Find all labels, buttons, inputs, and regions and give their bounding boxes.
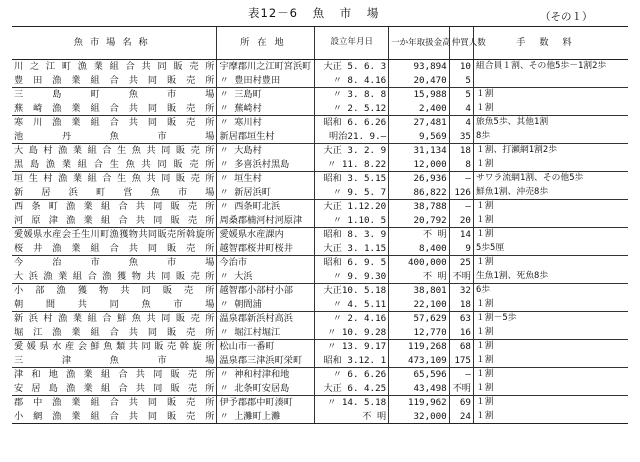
- cell-established: 大正 6. 4.25: [315, 382, 389, 396]
- cell-fee: [473, 74, 628, 88]
- cell-amount: 38,801: [389, 284, 450, 298]
- table-row: [12, 172, 628, 186]
- cell-established: 大正 3. 2. 9: [315, 144, 389, 158]
- header-row: [12, 27, 628, 60]
- cell-name: 三島町魚市場: [14, 89, 215, 100]
- table-row: [12, 340, 628, 354]
- column-header-established: 設立年月日: [315, 27, 389, 60]
- table-row: [12, 242, 628, 256]
- cell-fee: 旅魚5歩、其他1割: [473, 116, 628, 130]
- cell-brokers: 25: [449, 256, 473, 270]
- cell-name: 愛媛県水産会鮮魚類共同販売斡旋所: [14, 341, 215, 352]
- cell-established: 明治21. 9.—: [315, 130, 389, 144]
- cell-location: 〃 大浜: [217, 270, 315, 284]
- cell-name: 河原津漁業組合共同販売所: [12, 214, 217, 228]
- title-number: 表12－6: [248, 6, 298, 20]
- cell-fee: １割: [473, 340, 628, 354]
- cell-name: 豊田漁業組合共同販売所: [12, 74, 217, 88]
- cell-amount: 12,770: [389, 326, 450, 340]
- cell-fee: 鮮魚1割、沖売8歩: [473, 186, 628, 200]
- cell-location: 宇摩郡川之江町宮浜町: [217, 60, 315, 74]
- cell-amount: 不 明: [389, 228, 450, 242]
- cell-established: 大正 5. 6. 3: [315, 60, 389, 74]
- cell-fee: １割: [473, 158, 628, 172]
- cell-brokers: 69: [449, 396, 473, 410]
- cell-name: 小網漁業組合共同販売所: [12, 410, 217, 424]
- cell-name: 川之江町漁業組合共同販売所: [14, 61, 215, 72]
- cell-amount: 20,470: [389, 74, 450, 88]
- column-header-name: 魚市場名称: [12, 27, 217, 60]
- table-body: [12, 60, 628, 424]
- table-row: [12, 298, 628, 312]
- table-row: [12, 116, 628, 130]
- cell-brokers: —: [449, 200, 473, 214]
- cell-name: 寒川漁業組合共同販売所: [14, 117, 215, 128]
- table-row: [12, 102, 628, 116]
- cell-amount: 86,822: [389, 186, 450, 200]
- cell-established: 〃 10. 9.28: [315, 326, 389, 340]
- cell-brokers: 不明: [449, 382, 473, 396]
- cell-fee: 生魚1割、死魚8歩: [473, 270, 628, 284]
- cell-brokers: 14: [449, 228, 473, 242]
- cell-brokers: —: [449, 368, 473, 382]
- cell-brokers: 175: [449, 354, 473, 368]
- cell-established: 〃 4. 5.11: [315, 298, 389, 312]
- cell-established: 〃 3. 8. 8: [315, 88, 389, 102]
- cell-brokers: 126: [449, 186, 473, 200]
- cell-name: 郡中漁業組合共同販売所: [14, 397, 215, 408]
- cell-established: 昭和 3.12. 1: [315, 354, 389, 368]
- cell-amount: 不 明: [389, 270, 450, 284]
- table-row: [12, 354, 628, 368]
- cell-name: 津和地漁業組合共同販売所: [14, 369, 215, 380]
- cell-name: 蕪崎漁業組合共同販売所: [12, 102, 217, 116]
- table-row: [12, 60, 628, 74]
- cell-established: 昭和 6. 9. 5: [315, 256, 389, 270]
- title-char-2: 市: [339, 6, 353, 20]
- table-row: [12, 130, 628, 144]
- cell-name: 朝間共同魚市場: [12, 298, 217, 312]
- cell-fee: １割: [473, 298, 628, 312]
- cell-amount: 38,788: [389, 200, 450, 214]
- cell-fee: 5歩5厘: [473, 242, 628, 256]
- cell-name: 安居島漁業組合共同販売所: [12, 382, 217, 396]
- cell-name: 新居浜町営魚市場: [12, 186, 217, 200]
- cell-amount: 2,400: [389, 102, 450, 116]
- cell-fee: １割: [473, 102, 628, 116]
- cell-brokers: 63: [449, 312, 473, 326]
- cell-established: 〃 8. 4.16: [315, 74, 389, 88]
- cell-amount: 9,569: [389, 130, 450, 144]
- cell-brokers: 8: [449, 158, 473, 172]
- cell-name: 垣生村漁業組合生魚共同販売所: [14, 173, 215, 184]
- fish-market-table: [12, 26, 628, 424]
- table-title: [248, 5, 379, 21]
- cell-location: 〃 三島町: [217, 88, 315, 102]
- cell-location: 〃 蕪崎村: [217, 102, 315, 116]
- table-row: [12, 396, 628, 410]
- cell-amount: 57,629: [389, 312, 450, 326]
- cell-established: 〃 2. 5.12: [315, 102, 389, 116]
- cell-location: 〃 神和村津和地: [217, 368, 315, 382]
- cell-fee: １割: [473, 256, 628, 270]
- cell-amount: 8,400: [389, 242, 450, 256]
- table-row: [12, 158, 628, 172]
- cell-location: 〃 大島村: [217, 144, 315, 158]
- cell-fee: １割: [473, 88, 628, 102]
- cell-fee: 組合員１割、その他5歩－1割2歩: [473, 60, 628, 74]
- cell-amount: 473,109: [389, 354, 450, 368]
- cell-amount: 26,936: [389, 172, 450, 186]
- table-row: [12, 382, 628, 396]
- cell-brokers: 16: [449, 326, 473, 340]
- cell-brokers: 4: [449, 116, 473, 130]
- table-row: [12, 74, 628, 88]
- cell-established: 大正 1.12.20: [315, 200, 389, 214]
- cell-location: 越智郡小部村小部: [217, 284, 315, 298]
- cell-location: 〃 北条町安居島: [217, 382, 315, 396]
- cell-location: 今治市: [217, 256, 315, 270]
- cell-location: 温泉郡三津浜町栄町: [217, 354, 315, 368]
- table-row: [12, 200, 628, 214]
- cell-brokers: 不明: [449, 270, 473, 284]
- cell-name: 黒島漁業組合生魚共同販売所: [12, 158, 217, 172]
- table-row: [12, 186, 628, 200]
- cell-established: 大正10. 5.18: [315, 284, 389, 298]
- cell-brokers: 5: [449, 88, 473, 102]
- cell-fee: 6歩: [473, 284, 628, 298]
- cell-brokers: 4: [449, 102, 473, 116]
- cell-amount: 22,100: [389, 298, 450, 312]
- cell-location: 〃 垣生村: [217, 172, 315, 186]
- cell-location: 周桑郡楠河村河原津: [217, 214, 315, 228]
- cell-established: 〃 2. 4.16: [315, 312, 389, 326]
- cell-amount: 119,962: [389, 396, 450, 410]
- column-header-location: 所在地: [217, 27, 315, 60]
- cell-amount: 20,792: [389, 214, 450, 228]
- cell-location: 〃 上灘町上灘: [217, 410, 315, 424]
- cell-name: 大島村漁業組合生魚共同販売所: [14, 145, 215, 156]
- cell-fee: １割: [473, 214, 628, 228]
- cell-fee: サワラ流網1割、その他5歩: [473, 172, 628, 186]
- cell-amount: 31,134: [389, 144, 450, 158]
- cell-established: 〃 9. 5. 7: [315, 186, 389, 200]
- cell-location: 伊予郡郡中町湊町: [217, 396, 315, 410]
- cell-brokers: 20: [449, 214, 473, 228]
- cell-location: 〃 多喜浜村黒島: [217, 158, 315, 172]
- cell-location: 〃 西条町北浜: [217, 200, 315, 214]
- cell-amount: 119,268: [389, 340, 450, 354]
- cell-brokers: 18: [449, 298, 473, 312]
- table-row: [12, 228, 628, 242]
- cell-location: 温泉郡新浜村高浜: [217, 312, 315, 326]
- cell-amount: 43,498: [389, 382, 450, 396]
- cell-name: 西条町漁業組合共同販売所: [14, 201, 215, 212]
- title-char-3: 場: [366, 6, 380, 20]
- cell-fee: １割: [473, 354, 628, 368]
- table-row: [12, 88, 628, 102]
- cell-fee: １割、打瀬網1割2歩: [473, 144, 628, 158]
- table-row: [12, 368, 628, 382]
- cell-location: 〃 朝間浦: [217, 298, 315, 312]
- cell-name: 小部漁獲物共同販売所: [14, 285, 215, 296]
- cell-name: 大浜漁業組合漁獲物共同販売所: [12, 270, 217, 284]
- column-header-brokers: 仲買人数: [449, 27, 473, 60]
- table-row: [12, 312, 628, 326]
- cell-location: 越智郡桜井町桜井: [217, 242, 315, 256]
- table-row: [12, 214, 628, 228]
- cell-amount: 15,988: [389, 88, 450, 102]
- cell-brokers: —: [449, 172, 473, 186]
- cell-fee: １割: [473, 228, 628, 242]
- cell-name: 三津魚市場: [12, 354, 217, 368]
- cell-location: 〃 寒川村: [217, 116, 315, 130]
- cell-amount: 32,000: [389, 410, 450, 424]
- cell-amount: 93,894: [389, 60, 450, 74]
- table-row: [12, 144, 628, 158]
- table-row: [12, 326, 628, 340]
- cell-location: 愛媛県水産課内: [217, 228, 315, 242]
- cell-location: 新居郡垣生村: [217, 130, 315, 144]
- cell-established: 昭和 6. 6.26: [315, 116, 389, 130]
- cell-fee: １割: [473, 410, 628, 424]
- table-row: [12, 270, 628, 284]
- cell-established: 〃 13. 9.17: [315, 340, 389, 354]
- title-char-1: 魚: [312, 6, 326, 20]
- cell-fee: 8歩: [473, 130, 628, 144]
- cell-name: 今治市魚市場: [14, 257, 215, 268]
- cell-amount: 400,000: [389, 256, 450, 270]
- cell-amount: 12,000: [389, 158, 450, 172]
- cell-fee: １割－5歩: [473, 312, 628, 326]
- cell-established: 〃 1.10. 5: [315, 214, 389, 228]
- column-header-fee: 手数料: [473, 27, 628, 60]
- cell-name: 愛媛県水産会壬生川町漁獲物共同販売所斡旋所: [14, 229, 215, 240]
- column-header-amount: 一か年取扱金高: [389, 27, 450, 60]
- cell-established: 昭和 8. 3. 9: [315, 228, 389, 242]
- table-row: [12, 256, 628, 270]
- cell-name: 堀江漁業組合共同販売所: [12, 326, 217, 340]
- cell-name: 新浜村漁業組合鮮魚共同販売所: [14, 313, 215, 324]
- cell-fee: １割: [473, 382, 628, 396]
- cell-fee: １割: [473, 326, 628, 340]
- cell-brokers: 9: [449, 242, 473, 256]
- cell-amount: 65,596: [389, 368, 450, 382]
- cell-established: 〃 11. 8.22: [315, 158, 389, 172]
- cell-established: 〃 14. 5.18: [315, 396, 389, 410]
- table-row: [12, 284, 628, 298]
- cell-brokers: 35: [449, 130, 473, 144]
- cell-fee: １割: [473, 368, 628, 382]
- cell-fee: １割: [473, 396, 628, 410]
- cell-location: 〃 堀江村堀江: [217, 326, 315, 340]
- cell-location: 松山市一番町: [217, 340, 315, 354]
- cell-established: 〃 9. 9.30: [315, 270, 389, 284]
- cell-brokers: 10: [449, 60, 473, 74]
- cell-brokers: 5: [449, 74, 473, 88]
- cell-name: 池丹魚市場: [12, 130, 217, 144]
- cell-established: 大正 3. 1.15: [315, 242, 389, 256]
- part-number: （その１）: [540, 11, 593, 23]
- cell-brokers: 32: [449, 284, 473, 298]
- cell-established: 〃 6. 6.26: [315, 368, 389, 382]
- cell-established: 昭和 3. 5.15: [315, 172, 389, 186]
- cell-fee: １割: [473, 200, 628, 214]
- cell-brokers: 18: [449, 144, 473, 158]
- cell-established: 不 明: [315, 410, 389, 424]
- cell-name: 桜井漁業組合共同販売所: [12, 242, 217, 256]
- table-row: [12, 410, 628, 424]
- cell-amount: 27,481: [389, 116, 450, 130]
- cell-brokers: 24: [449, 410, 473, 424]
- cell-brokers: 68: [449, 340, 473, 354]
- cell-location: 〃 豊田村豊田: [217, 74, 315, 88]
- cell-location: 〃 新居浜町: [217, 186, 315, 200]
